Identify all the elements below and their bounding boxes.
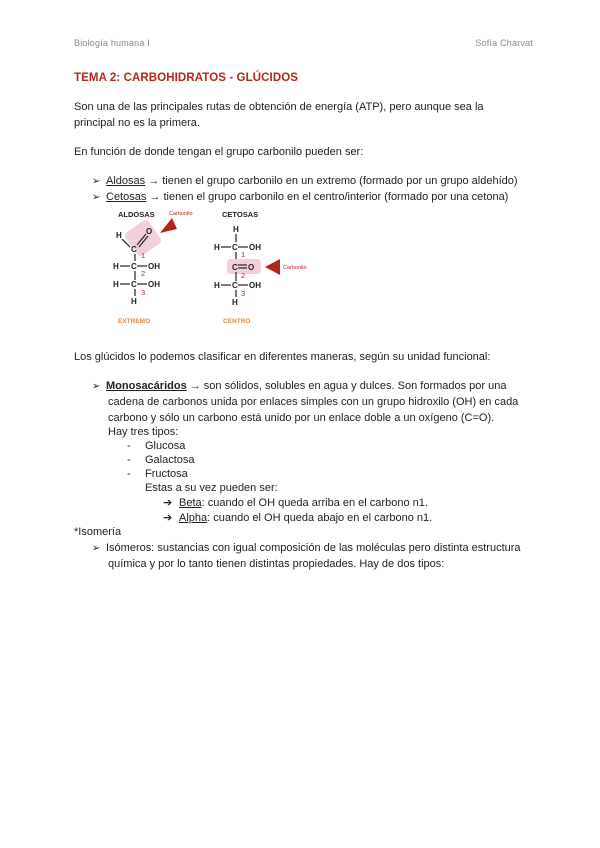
subtipos-label: Estas a su vez pueden ser: [145, 482, 278, 494]
aldosas-title: ALDOSAS [118, 210, 155, 219]
bullet-marker: ➢ [92, 543, 101, 554]
aldosas-caption: EXTREMO [118, 318, 151, 325]
intro-line-1: Son una de las principales rutas de obtención de energía (ATP), pero aunque sea la [74, 101, 484, 113]
cetosas-annotation-arrow-icon [265, 259, 280, 275]
term-monosacaridos: Monosacáridos [106, 380, 187, 392]
mono-line-1: → son sólidos, solubles en agua y dulces. Son formados por una [186, 380, 507, 392]
carbon-number: 1 [241, 250, 246, 259]
bullet-monosacaridos [92, 378, 507, 395]
atom: H [116, 231, 122, 240]
intro-line-2: principal no es la primera. [74, 117, 200, 129]
atom: C [232, 243, 238, 252]
aldosas-annotation: Carbonilo [169, 211, 193, 217]
atom: C [131, 245, 137, 254]
carbon-number: 2 [141, 269, 146, 278]
carbon-number: 2 [241, 271, 246, 280]
atom: H [113, 280, 119, 289]
dash: - [127, 468, 131, 480]
atom: OH [249, 281, 261, 290]
dash: - [127, 454, 131, 466]
atom: H [214, 243, 220, 252]
atom: OH [148, 262, 160, 271]
term-alpha: Alpha [179, 512, 208, 524]
atom: C [232, 263, 238, 272]
page-title: TEMA 2: CARBOHIDRATOS - GLÚCIDOS [74, 72, 299, 84]
carbon-number: 3 [141, 288, 146, 297]
term-beta: Beta [179, 497, 202, 509]
atom: OH [249, 243, 261, 252]
atom: C [131, 262, 137, 271]
mono-line-3: carbono y sólo un carbono está unido por un enlace doble a un oxígeno (C=O). [108, 412, 495, 424]
tipo-name: Glucosa [145, 440, 186, 452]
arrow-icon: ➔ [163, 512, 173, 524]
beta-text: : cuando el OH queda arriba en el carbono n1. [201, 497, 428, 509]
header-right: Sofía Charvat [475, 38, 533, 48]
carbonilo-intro: En función de donde tengan el grupo carbonilo pueden ser: [74, 146, 364, 158]
cetosas-text: → tienen el grupo carbonilo en el centro/interior (formado por una cetona) [146, 191, 509, 203]
clasificar-text: Los glúcidos lo podemos clasificar en diferentes maneras, según su unidad funcional: [74, 351, 491, 363]
mono-line-2: cadena de carbonos unida por enlaces simples con un grupo hidroxilo (OH) en cada [108, 396, 519, 408]
carbon-number: 3 [241, 289, 246, 298]
term-aldosas: Aldosas [106, 175, 146, 187]
tipos-label: Hay tres tipos: [108, 426, 179, 438]
aldosas-annotation-arrow-icon [160, 218, 177, 233]
isomeros-line-2: química y por lo tanto tienen distintas propiedades. Hay de dos tipos: [108, 558, 445, 570]
bullet-marker: ➢ [92, 381, 101, 392]
isomeria-label: *Isomería [74, 526, 122, 538]
bullet-cetosas [92, 189, 508, 206]
atom: O [146, 227, 153, 236]
tipo-name: Galactosa [145, 454, 195, 466]
cetosas-caption: CENTRO [223, 318, 251, 325]
cetosas-annotation: Carbonilo [283, 265, 307, 271]
atom: OH [148, 280, 160, 289]
carbon-number: 1 [141, 251, 146, 260]
atom: H [214, 281, 220, 290]
tipo-name: Fructosa [145, 468, 188, 480]
dash: - [127, 440, 131, 452]
bullet-isomeros [92, 540, 521, 557]
atom: H [131, 297, 137, 306]
atom: O [248, 263, 255, 272]
atom: C [232, 281, 238, 290]
bullet-aldosas [92, 173, 518, 190]
arrow-icon: ➔ [163, 497, 173, 509]
bullet-marker: ➢ [92, 176, 101, 187]
atom: H [232, 298, 238, 307]
atom: H [113, 262, 119, 271]
atom: H [233, 225, 239, 234]
subtipo-alpha [163, 510, 432, 526]
header-left: Biología humana I [74, 38, 150, 48]
bullet-marker: ➢ [92, 192, 101, 203]
alpha-text: : cuando el OH queda abajo en el carbono n1. [207, 512, 433, 524]
aldosas-text: → tienen el grupo carbonilo en un extremo (formado por un grupo aldehído) [145, 175, 518, 187]
carbonyl-diagram [100, 205, 340, 331]
atom: C [131, 280, 137, 289]
subtipo-beta [163, 495, 428, 511]
term-cetosas: Cetosas [106, 191, 147, 203]
isomeros-line-1: Isómeros: sustancias con igual composición de las moléculas pero distinta estructura [106, 542, 521, 554]
cetosas-title: CETOSAS [222, 210, 259, 219]
